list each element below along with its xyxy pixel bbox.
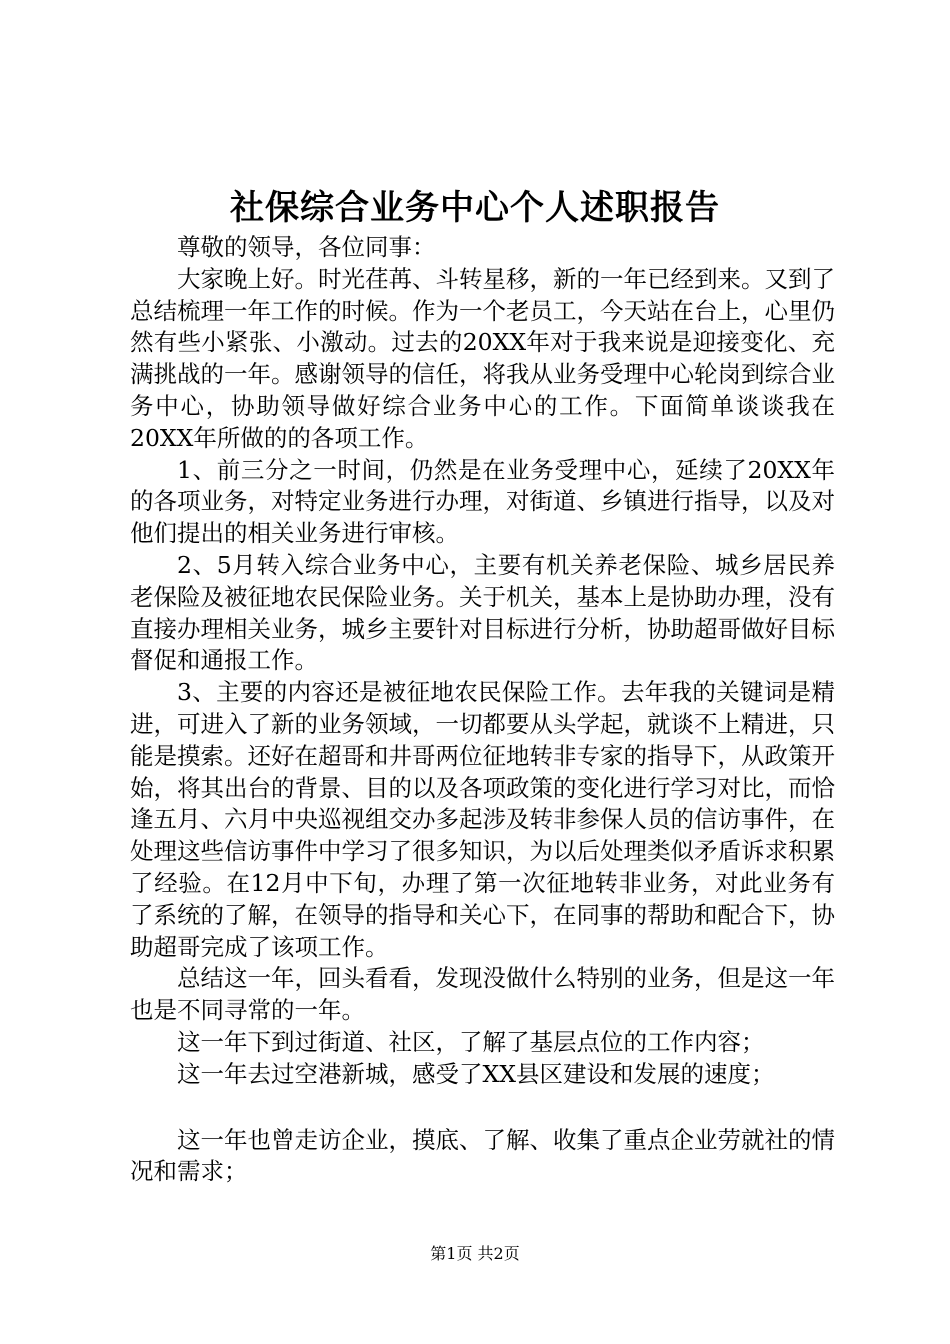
- body-paragraph: 这一年去过空港新城，感受了XX县区建设和发展的速度；: [177, 1059, 775, 1088]
- body-paragraph: 1、前三分之一时间，仍然是在业务受理中心，延续了20XX年的各项业务，对特定业务进行办理，对街道、乡镇进行指导，以及对他们提出的相关业务进行审核。: [130, 455, 835, 548]
- body-paragraph: 2、5月转入综合业务中心，主要有机关养老保险、城乡居民养老保险及被征地农民保险业务。关于机关，基本上是协助办理，没有直接办理相关业务，城乡主要针对目标进行分析，协助超哥做好目标督促和通报工作。: [130, 550, 835, 675]
- body-paragraph: 这一年下到过街道、社区，了解了基层点位的工作内容；: [177, 1027, 765, 1056]
- body-paragraph: 这一年也曾走访企业，摸底、了解、收集了重点企业劳就社的情况和需求；: [130, 1125, 835, 1186]
- body-paragraph: 3、主要的内容还是被征地农民保险工作。去年我的关键词是精进，可进入了新的业务领域，一切都要从头学起，就谈不上精进，只能是摸索。还好在超哥和井哥两位征地转非专家的指导下，从政策开始，将其出台的背景、目的以及各项政策的变化进行学习对比，而恰逢五月、六月中央巡视组交办多起涉及转非参保人员的信访事件，在处理这些信访事件中学习了很多知识，为以后处理类似矛盾诉求积累了经验。在12月中下旬，办理了第一次征地转非业务，对此业务有了系统的了解，在领导的指导和关心下，在同事的帮助和配合下，协助超哥完成了该项工作。: [130, 678, 835, 961]
- body-paragraph: 大家晚上好。时光荏苒、斗转星移，新的一年已经到来。又到了总结梳理一年工作的时候。作为一个老员工，今天站在台上，心里仍然有些小紧张、小激动。过去的20XX年对于我来说是迎接变化、充满挑战的一年。感谢领导的信任，将我从业务受理中心轮岗到综合业务中心，协助领导做好综合业务中心的工作。下面简单谈谈我在20XX年所做的的各项工作。: [130, 264, 835, 452]
- document-title: 社保综合业务中心个人述职报告: [230, 188, 720, 228]
- body-paragraph: 总结这一年，回头看看，发现没做什么特别的业务，但是这一年也是不同寻常的一年。: [130, 964, 835, 1025]
- page-number-footer: 第1页 共2页: [430, 1244, 520, 1263]
- salutation-paragraph: 尊敬的领导，各位同事：: [177, 233, 436, 261]
- document-body: [130, 232, 835, 1188]
